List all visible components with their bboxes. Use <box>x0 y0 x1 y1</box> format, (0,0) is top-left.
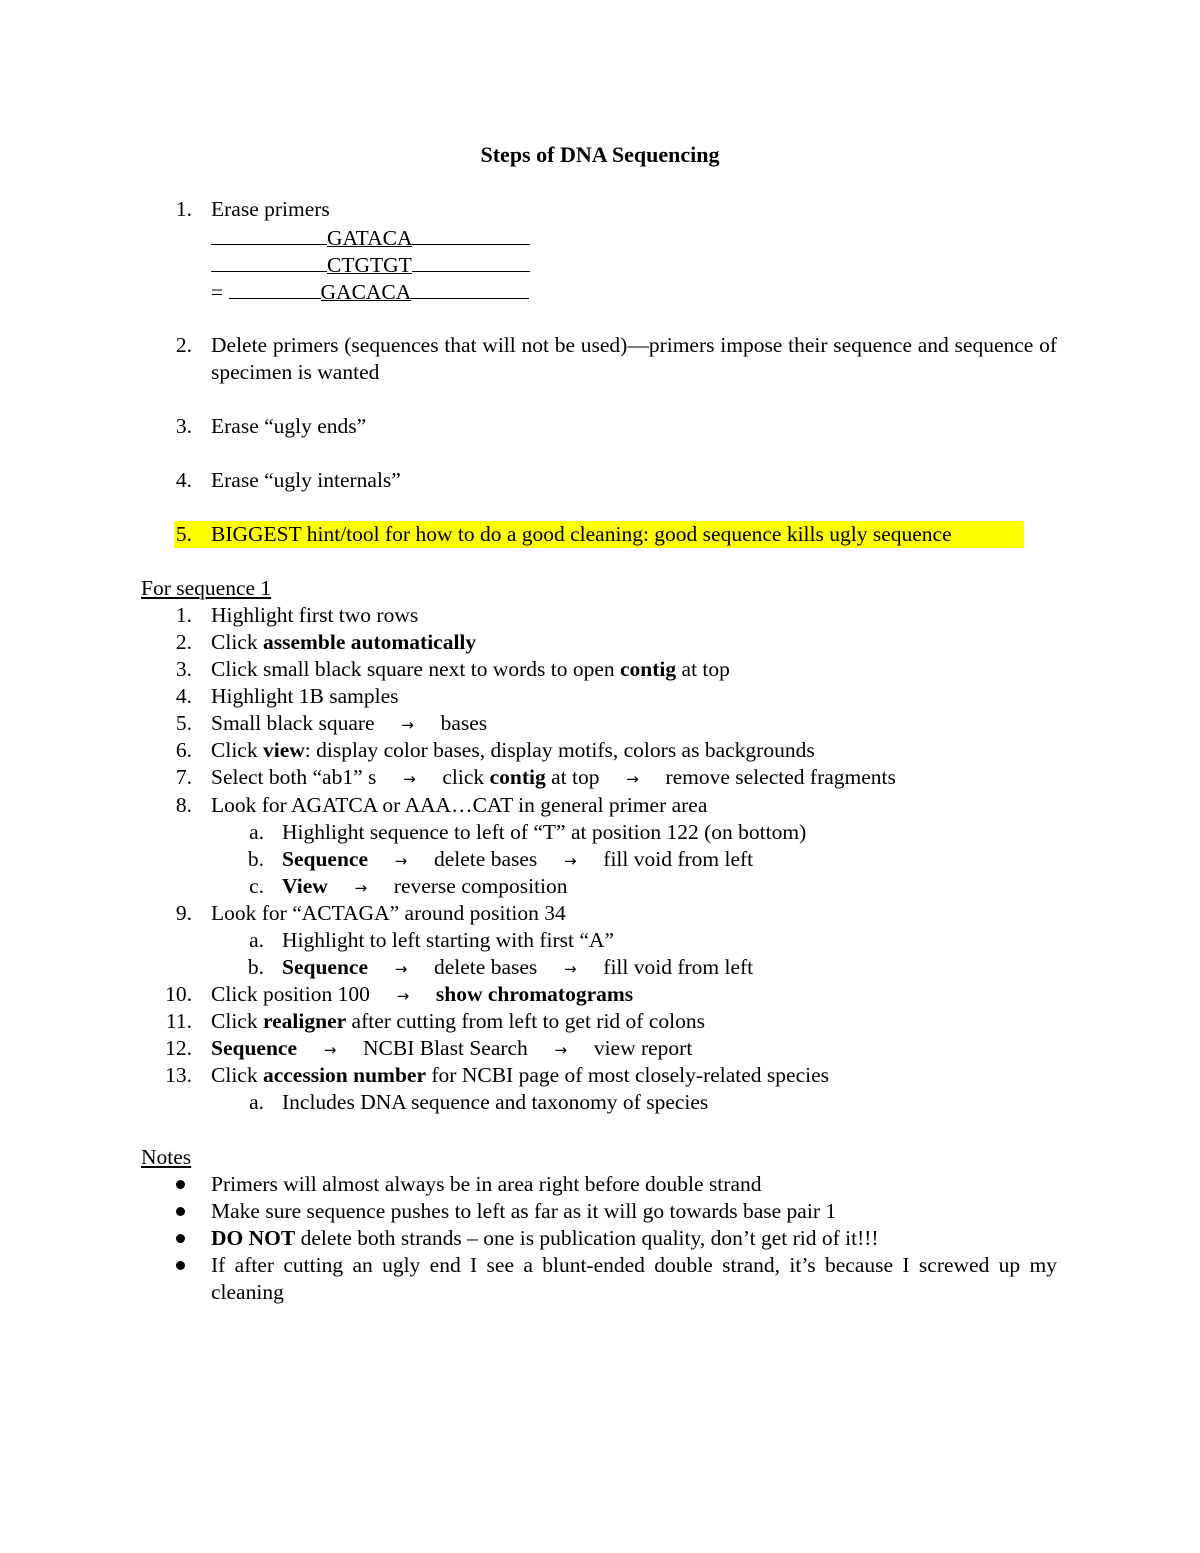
arrow-icon: → <box>626 770 639 788</box>
bullet-icon <box>176 1234 185 1243</box>
section-heading-notes: Notes <box>141 1145 192 1169</box>
primer-row-2 <box>211 250 530 279</box>
step-text: Erase “ugly internals” <box>211 468 401 492</box>
step-number: 3. <box>175 414 192 438</box>
arrow-icon: → <box>323 1041 337 1059</box>
bullet-icon <box>176 1180 185 1189</box>
primer-row-3 <box>211 277 529 306</box>
step-number: 1. <box>175 197 192 221</box>
section-heading-sequence-1: For sequence 1 <box>141 576 272 600</box>
primer-row-1 <box>211 223 530 252</box>
step-text: Delete primers (sequences that will not be used)—primers impose their sequence and sequence of specimen is wanted <box>211 333 1057 384</box>
step-text: Erase “ugly ends” <box>211 414 367 438</box>
arrow-icon: → <box>401 716 414 734</box>
arrow-icon: → <box>563 852 577 870</box>
primer-sequence: GACACA <box>320 280 412 304</box>
primer-sequence: GATACA <box>327 226 413 250</box>
equals-sign: = <box>211 280 224 304</box>
page-title: Steps of DNA Sequencing <box>480 142 720 167</box>
arrow-icon: → <box>394 960 408 978</box>
step-text: Erase primers <box>211 197 330 221</box>
arrow-icon: → <box>394 852 408 870</box>
arrow-icon: → <box>563 960 577 978</box>
arrow-icon: → <box>396 987 410 1005</box>
arrow-icon: → <box>554 1041 568 1059</box>
bullet-icon <box>176 1207 185 1216</box>
step-number: 4. <box>175 468 192 492</box>
arrow-icon: → <box>403 770 416 788</box>
bullet-icon <box>176 1261 185 1270</box>
primer-sequence: CTGTGT <box>327 253 412 277</box>
step-text: BIGGEST hint/tool for how to do a good cleaning: good sequence kills ugly sequence <box>211 522 952 546</box>
step-number: 2. <box>175 333 192 357</box>
step-number: 5. <box>175 522 192 546</box>
arrow-icon: → <box>354 879 368 897</box>
